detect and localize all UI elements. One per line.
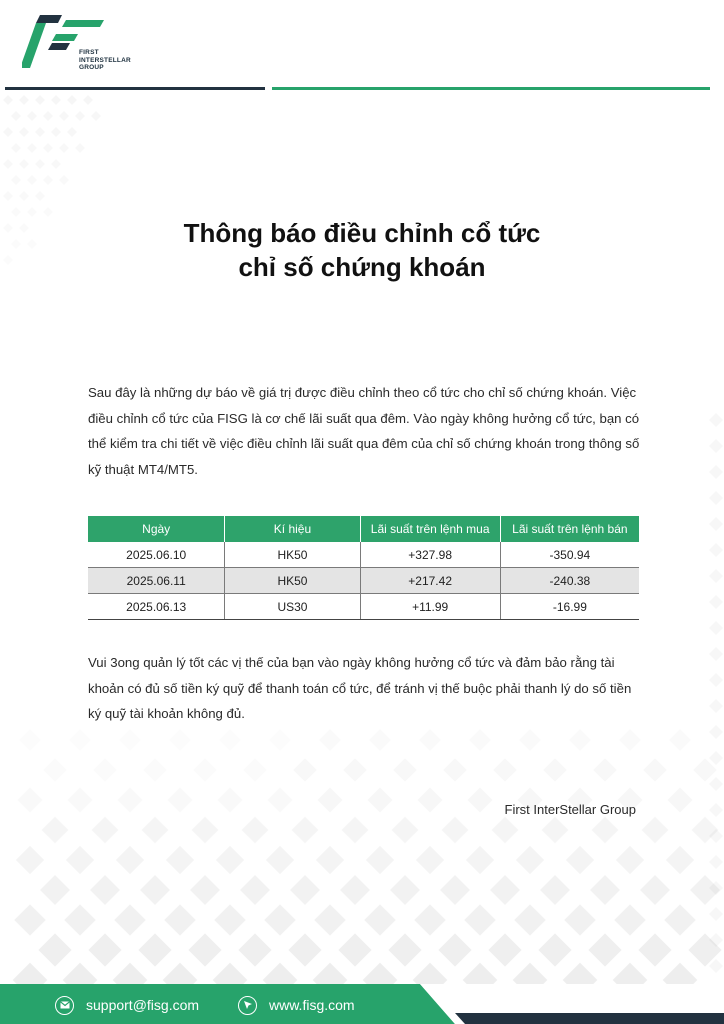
footer-website-text[interactable]: www.fisg.com (269, 997, 355, 1013)
dividend-table-wrapper (88, 516, 639, 620)
title-line-2: chỉ số chứng khoán (238, 252, 486, 282)
logo-line-2: INTERSTELLAR (79, 56, 131, 64)
intro-platform: MT4/MT5 (137, 461, 195, 477)
header-rule-green (272, 87, 710, 90)
intro-text-2: là cơ chế lãi suất qua đêm. Vào ngày không hưởng cổ tức, bạn có thể kiểm tra chi tiết về việc điều chỉnh lãi suất qua đêm của chỉ số chứng khoán trong thông số kỹ thuật (88, 410, 640, 477)
header-date: Ngày (88, 516, 225, 542)
table-row (88, 542, 639, 568)
cell-sell-rate: -16.99 (500, 594, 639, 620)
table-header-row (88, 516, 639, 542)
cell-sell-rate: -350.94 (500, 542, 639, 568)
logo-line-3: GROUP (79, 64, 104, 71)
table-row (88, 594, 639, 620)
intro-text-1: Sau đây là những dự báo về giá trị được điều chỉnh theo cổ tức cho chỉ số chứng khoán. Việc điều chỉnh cổ tức của (88, 385, 637, 426)
cell-date: 2025.06.13 (88, 594, 225, 620)
footer-email[interactable] (55, 995, 199, 1015)
dividend-table (88, 516, 639, 620)
cell-symbol: HK50 (225, 542, 360, 568)
header-rule (0, 84, 724, 92)
header-buy-rate: Lãi suất trên lệnh mua (360, 516, 500, 542)
page-title (62, 216, 662, 284)
table-row (88, 568, 639, 594)
intro-text-3: . (194, 461, 198, 477)
intro-brand: FISG (217, 410, 248, 426)
cell-symbol: US30 (225, 594, 360, 620)
footer-website[interactable] (238, 995, 355, 1015)
mail-icon (55, 996, 74, 1015)
cell-sell-rate: -240.38 (500, 568, 639, 594)
cell-date: 2025.06.11 (88, 568, 225, 594)
fisg-logo (22, 12, 152, 72)
footer-email-text[interactable]: support@fisg.com (86, 997, 200, 1013)
title-line-1: Thông báo điều chỉnh cổ tức (183, 218, 541, 248)
intro-paragraph (88, 380, 644, 482)
cell-buy-rate: +217.42 (360, 568, 500, 594)
signature: First InterStellar Group (504, 802, 636, 817)
cursor-icon (238, 996, 257, 1015)
header-symbol: Kí hiệu (225, 516, 360, 542)
logo-wordmark (79, 49, 131, 72)
header-rule-dark (5, 87, 265, 90)
logo-line-1: FIRST (79, 49, 99, 56)
cell-symbol: HK50 (225, 568, 360, 594)
closing-paragraph: Vui 3ong quản lý tốt các vị thế của bạn vào ngày không hưởng cổ tức và đảm bảo rằng tài khoản có đủ số tiền ký quỹ để thanh toán cổ tức, để tránh vị thế buộc phải thanh lý do số tiền ký quỹ tài khoản không đủ. (88, 655, 632, 721)
cell-buy-rate: +327.98 (360, 542, 500, 568)
footer-bar (0, 984, 724, 1024)
cell-buy-rate: +11.99 (360, 594, 500, 620)
header-sell-rate: Lãi suất trên lệnh bán (500, 516, 639, 542)
cell-date: 2025.06.10 (88, 542, 225, 568)
